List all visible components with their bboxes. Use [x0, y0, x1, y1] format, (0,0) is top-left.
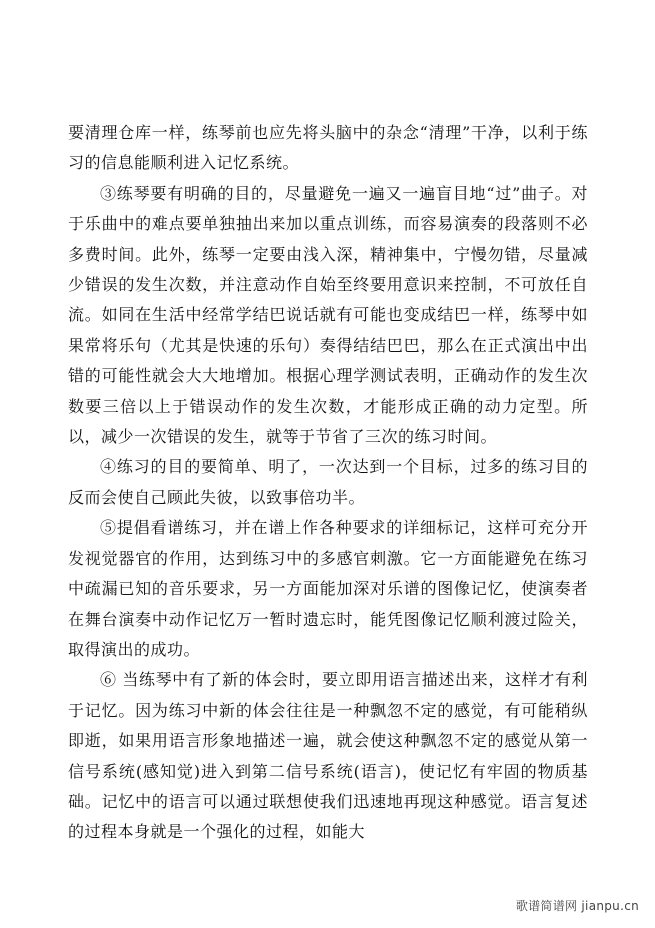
site-watermark: 歌谱简谱网 jianpu.cn — [515, 899, 639, 913]
body-text — [68, 118, 588, 848]
paragraph-1: 要清理仓库一样，练琴前也应先将头脑中的杂念“清理”干净，以利于练习的信息能顺利进入记忆系统。 — [68, 123, 588, 173]
paragraph-item-5: ⑤提倡看谱练习，并在谱上作各种要求的详细标记，这样可充分开发视觉器官的作用，达到练习中的多感官刺激。它一方面能避免在练习中疏漏已知的音乐要求，另一方面能加深对乐谱的图像记忆，使演奏者在舞台演奏中动作记忆万一暂时遗忘时，能凭图像记忆顺利渡过险关，取得演出的成功。 — [68, 518, 588, 659]
paragraph-item-3: ③练琴要有明确的目的，尽量避免一遍又一遍盲目地“过”曲子。对于乐曲中的难点要单独抽出来加以重点训练，而容易演奏的段落则不必多费时间。此外，练琴一定要由浅入深，精神集中，宁慢勿错，尽量减少错误的发生次数，并注意动作自始至终要用意识来控制，不可放任自流。如同在生活中经常学结巴说话就有可能也变成结巴一样，练琴中如果常将乐句（尤其是快速的乐句）奏得结结巴巴，那么在正式演出中出错的可能性就会大大地增加。根据心理学测试表明，正确动作的发生次数要三倍以上于错误动作的发生次数，才能形成正确的动力定型。所以，减少一次错误的发生，就等于节省了三次的练习时间。 — [68, 183, 588, 447]
paragraph-item-6: ⑥ 当练琴中有了新的体会时，要立即用语言描述出来，这样才有利于记忆。因为练习中新的体会往往是一种飘忽不定的感觉，有可能稍纵即逝，如果用语言形象地描述一遍，就会使这种飘忽不定的感觉从第一信号系统(感知觉)进入到第二信号系统(语言)，使记忆有牢固的物质基础。记忆中的语言可以通过联想使我们迅速地再现这种感觉。语言复述的过程本身就是一个强化的过程，如能大 — [68, 670, 588, 842]
paragraph-item-4: ④练习的目的要简单、明了，一次达到一个目标，过多的练习目的反而会使自己顾此失彼，以致事倍功半。 — [68, 457, 588, 507]
